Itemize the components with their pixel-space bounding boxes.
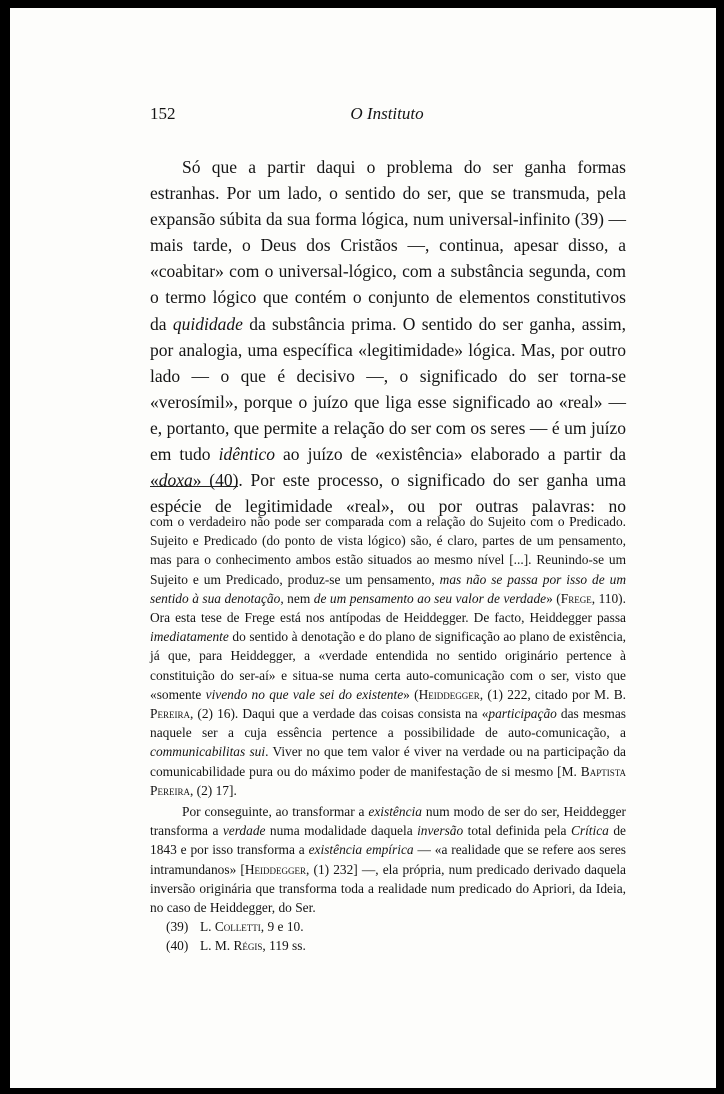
footnote-paragraph: Por conseguinte, ao transformar a existência num modo de ser do ser, Heiddegger transforma a verdade numa modalidade daquela inversão total definida pela Crítica de 1843 e por isso transforma a existência empírica — «a realidade que se refere aos seres intramundanos» [Heiddegger, (1) 232] —, ela própria, num predicado derivado daquela inversão originária que transforma toda a realidade num predicado do Apriori, da Ideia, no caso de Heiddegger, do Ser.: [150, 804, 626, 916]
page-header: [150, 104, 624, 128]
footnotes-area: [150, 512, 626, 956]
page-number: 152: [150, 104, 176, 123]
page: [10, 8, 716, 1088]
body-paragraph: Só que a partir daqui o problema do ser ganha formas estranhas. Por um lado, o sentido do ser, que se transmuda, pela expansão súbita da sua forma lógica, num universal-infinito (39) — mais tarde, o Deus dos Cristãos —, continua, apesar disso, a «coabitar» com o universal-lógico, com a substância segunda, com o termo lógico que contém o conjunto de elementos constitutivos da quididade da substância prima. O sentido do ser ganha, assim, por analogia, uma específica «legitimidade» lógica. Mas, por outro lado — o que é decisivo —, o significado do ser torna-se «verosímil», porque o juízo que liga esse significado ao «real» — e, portanto, que permite a relação do ser com os seres — é um juízo em tudo idêntico ao juízo de «existência» elaborado a partir da «doxa» (40). Por este processo, o significado do ser ganha uma espécie de legitimidade «real», ou por outras palavras: no: [150, 157, 626, 517]
footnote-continued: com o verdadeiro não pode ser comparada com a relação do Sujeito com o Predicado. Sujeito e Predicado (do ponto de vista lógico) são, é claro, partes de um pensamento, mas para o conhecimento ambos estão situados ao mesmo nível [...]. Reunindo-se um Sujeito e um Predicado, produz-se um pensamento, mas não se passa por isso de um sentido à sua denotação, nem de um pensamento ao seu valor de verdade» (Frege, 110). Ora esta tese de Frege está nos antípodas de Heiddegger. De facto, Heiddegger passa imediatamente do sentido à denotação e do plano de significação ao plano de existência, já que, para Heiddegger, a «verdade entendida no sentido originário pertence à constituição do ser-aí» e situa-se numa certa auto-comunicação com o ser, visto que «somente vivendo no que vale sei do existente» (Heiddegger, (1) 222, citado por M. B. Pereira, (2) 16). Daqui que a verdade das coisas consista na «participação das mesmas naquele ser a cuja essência pertence a possibilidade de auto-comunicação, a communicabilitas sui. Viver no que tem valor é viver na verdade ou na participação da comunicabilidade pura ou do máximo poder de manifestação de si mesmo [M. Baptista Pereira, (2) 17].: [150, 514, 626, 798]
footnote-39: (39) L. Colletti, 9 e 10.: [166, 919, 304, 935]
running-title: O Instituto: [350, 104, 424, 123]
footnote-40: (40) L. M. Régis, 119 ss.: [166, 938, 306, 954]
footnote-divider: [150, 486, 238, 487]
main-text: [150, 154, 626, 519]
